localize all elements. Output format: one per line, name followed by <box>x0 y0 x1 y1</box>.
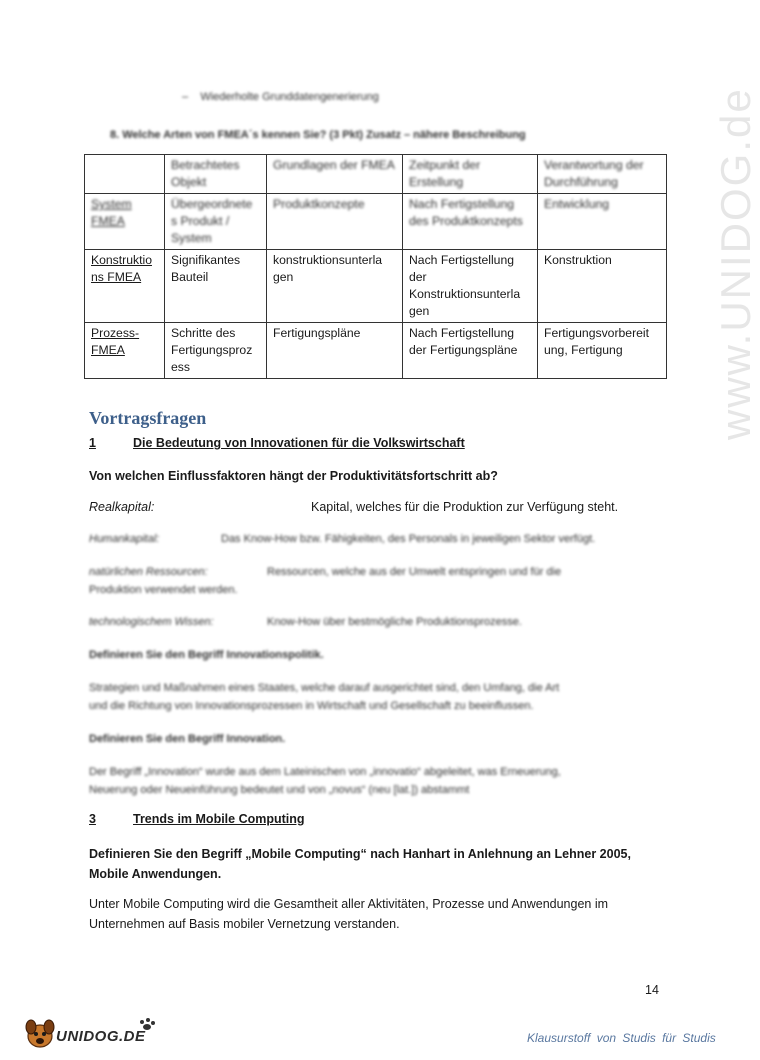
page-number: 14 <box>645 983 659 997</box>
bullet-text: Wiederholte Grunddatengenerierung <box>200 91 379 103</box>
table-header-cell: Verantwortung der Durchführung <box>538 155 667 194</box>
question-8: 8. Welche Arten von FMEA´s kennen Sie? (3 Pkt) Zusatz – nähere Beschreibung <box>110 129 526 141</box>
table-cell: Signifikantes Bauteil <box>165 250 267 323</box>
table-cell: Übergeordnete s Produkt / System <box>165 194 267 250</box>
section-3-heading <box>89 812 305 826</box>
table-cell: Entwicklung <box>538 194 667 250</box>
table-row <box>85 194 667 250</box>
table-cell: System FMEA <box>85 194 165 250</box>
ressourcen-text: Ressourcen, welche aus der Umwelt entspringen und für die <box>267 566 562 578</box>
realkapital-label: Realkapital: <box>89 500 155 514</box>
table-cell: Fertigungspläne <box>267 323 403 379</box>
table-row <box>85 323 667 379</box>
section-title: Die Bedeutung von Innovationen für die Volkswirtschaft <box>133 436 465 450</box>
table-cell: Nach Fertigstellung der Konstruktionsunterla gen <box>403 250 538 323</box>
wissen-line <box>89 612 665 632</box>
question-innovationspolitik: Definieren Sie den Begriff Innovationspolitik. <box>89 649 324 661</box>
table-cell: Prozess-FMEA <box>85 323 165 379</box>
fmea-table <box>84 154 667 379</box>
section-title: Trends im Mobile Computing <box>133 812 305 826</box>
ressourcen-line <box>89 562 665 582</box>
realkapital-text: Kapital, welches für die Produktion zur Verfügung steht. <box>311 500 619 514</box>
answer-innovation-2: Neuerung oder Neueinführung bedeutet und von „novus“ (neu [lat.]) abstammt <box>89 784 470 796</box>
watermark-text: www.UNIDOG.de <box>712 87 759 440</box>
realkapital-line <box>89 497 665 517</box>
ressourcen-text-continued: Produktion verwendet werden. <box>89 584 238 596</box>
table-cell: Konstruktion <box>538 250 667 323</box>
section-number: 1 <box>89 436 96 450</box>
answer-innovationspolitik-2: und die Richtung von Innovationsprozessen in Wirtschaft und Gesellschaft zu beeinflussen. <box>89 700 534 712</box>
section-1-heading <box>89 436 465 450</box>
table-header-cell: Zeitpunkt der Erstellung <box>403 155 538 194</box>
logo-text: UNIDOG.DE <box>56 1028 146 1045</box>
wissen-label: technologischem Wissen: <box>89 616 214 628</box>
bullet-item: – Wiederholte Grunddatengenerierung <box>182 91 379 103</box>
table-header-cell: Betrachtetes Objekt <box>165 155 267 194</box>
question-innovation: Definieren Sie den Begriff Innovation. <box>89 733 286 745</box>
ressourcen-label: natürlichen Ressourcen: <box>89 566 208 578</box>
answer-innovation-1: Der Begriff „Innovation“ wurde aus dem Lateinischen von „innovatio“ abgeleitet, was Erneuerung, <box>89 766 561 778</box>
question-mobile-computing: Definieren Sie den Begriff „Mobile Computing“ nach Hanhart in Anlehnung an Lehner 2005, Mobile Anwendungen. <box>89 847 631 881</box>
answer-mobile-computing: Unter Mobile Computing wird die Gesamtheit aller Aktivitäten, Prozesse und Anwendungen im Unternehmen auf Basis mobiler Vernetzung verstanden. <box>89 897 609 931</box>
section-number: 3 <box>89 812 96 826</box>
table-header-cell <box>85 155 165 194</box>
table-cell: konstruktionsunterla gen <box>267 250 403 323</box>
humankapital-label: Humankapital: <box>89 533 160 545</box>
table-cell: Produktkonzepte <box>267 194 403 250</box>
table-cell: Konstruktio ns FMEA <box>85 250 165 323</box>
table-header-row <box>85 155 667 194</box>
table-cell: Fertigungsvorbereit ung, Fertigung <box>538 323 667 379</box>
table-cell: Nach Fertigstellung des Produktkonzepts <box>403 194 538 250</box>
table-cell: Nach Fertigstellung der Fertigungspläne <box>403 323 538 379</box>
table-header-cell: Grundlagen der FMEA <box>267 155 403 194</box>
table-cell: Schritte des Fertigungsproz ess <box>165 323 267 379</box>
question-productivity: Von welchen Einflussfaktoren hängt der Produktivitätsfortschritt ab? <box>89 469 498 483</box>
humankapital-line <box>89 529 665 549</box>
wissen-text: Know-How über bestmögliche Produktionsprozesse. <box>267 616 522 628</box>
humankapital-text: Das Know-How bzw. Fähigkeiten, des Personals in jeweiligen Sektor verfügt. <box>221 533 596 545</box>
answer-innovationspolitik-1: Strategien und Maßnahmen eines Staates, welche darauf ausgerichtet sind, den Umfang, die Art <box>89 682 560 694</box>
footer-tagline: Klausurstoff von Studis für Studis <box>527 1031 716 1045</box>
table-row <box>85 250 667 323</box>
section-heading-vortragsfragen: Vortragsfragen <box>89 408 207 428</box>
